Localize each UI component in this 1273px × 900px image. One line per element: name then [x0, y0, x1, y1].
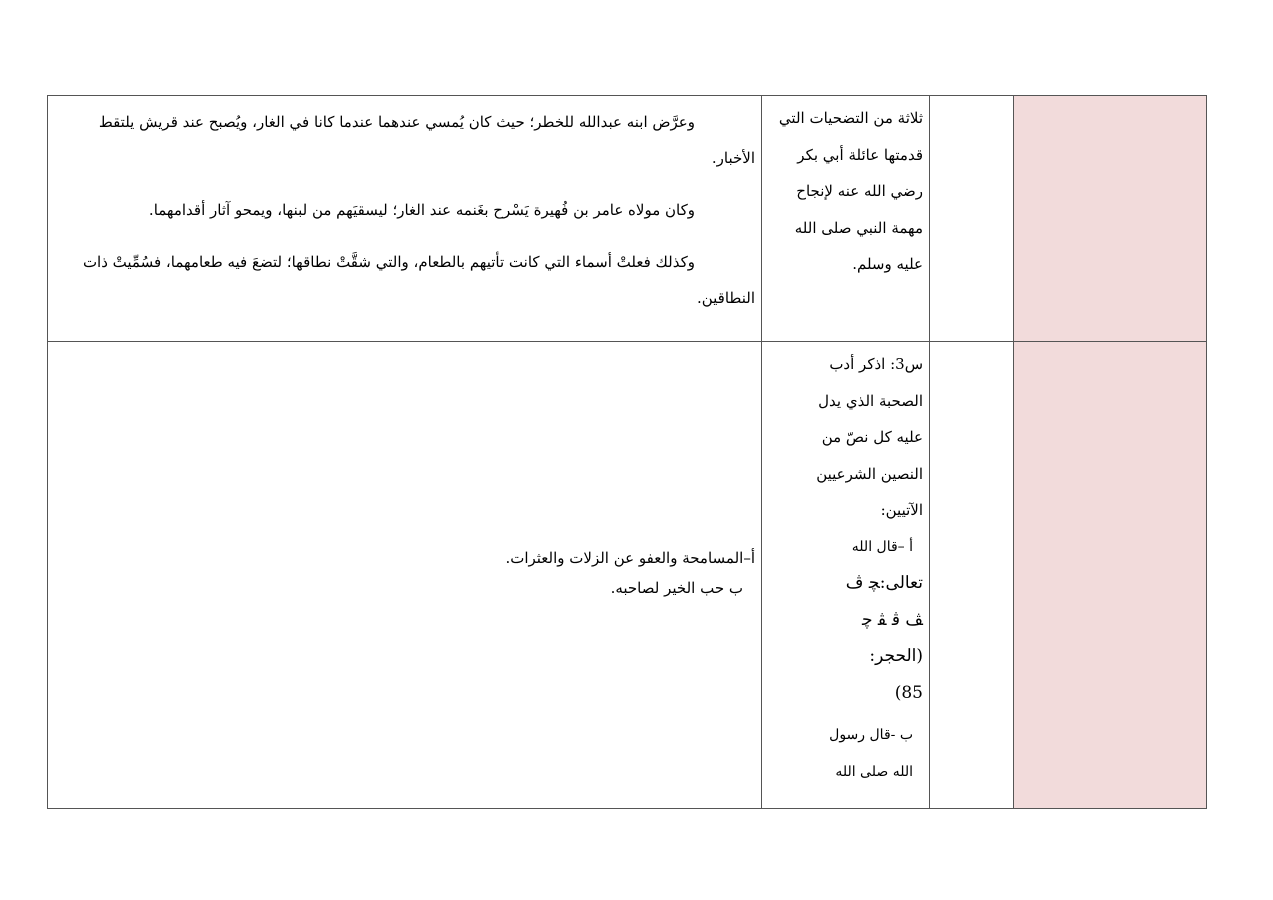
question-text-line: وسلم. — [852, 255, 892, 273]
sub-question-b: ب -قال رسول — [829, 727, 913, 743]
answer-item-b: ب حب الخير لصاحبه. — [610, 579, 743, 597]
question-text-line: أبي بكر رضي الله — [797, 145, 923, 200]
answer-cell — [48, 342, 762, 809]
question-text-line: النبي صلى الله عليه — [794, 218, 923, 273]
worksheet-table — [47, 95, 1207, 809]
blank-cell — [930, 96, 1014, 342]
question-text-line: النصين الشرعيين — [816, 464, 923, 483]
sub-question-a: أ –قال الله — [851, 538, 913, 555]
question-cell — [762, 96, 930, 342]
question-cell — [762, 342, 930, 809]
question-text-line: س3: اذكر أدب — [829, 355, 923, 373]
shaded-cell — [1014, 342, 1207, 809]
blank-cell — [930, 342, 1014, 809]
answer-item-a: أ–المسامحة والعفو عن الزلات والعثرات. — [505, 549, 755, 567]
question-text-line: التي قدمتها عائلة — [778, 109, 923, 164]
sub-question-b: الله صلى الله — [835, 763, 913, 780]
question-text-line: ثلاثة من التضحيات — [809, 109, 923, 127]
answer-paragraph: وكذلك فعلتْ أسماء التي كانت تأتيهم بالطعام، والتي شقَّتْ نطاقها؛ لتضعَ فيه طعامهما، فسُمِّيتْ ذات النطاقين. — [82, 253, 755, 307]
question-text-line: الصحبة الذي يدل — [818, 391, 923, 410]
table-row — [48, 96, 1207, 342]
quran-verse-line: ﭫ ﭬ ﭭ ﭼ — [861, 609, 923, 630]
answer-cell — [48, 96, 762, 342]
question-text-line: عنه لإنجاح مهمة — [796, 182, 923, 237]
quran-verse-line: تعالى:ﭽ ﭪ — [845, 573, 923, 593]
shaded-cell — [1014, 96, 1207, 342]
question-text-line: الآتيين: — [880, 501, 923, 519]
answer-paragraph: وعرَّض ابنه عبدالله للخطر؛ حيث كان يُمسي عندهما عندما كانا في الغار، ويُصبح عند قريش يلتقط الأخبار. — [98, 113, 755, 167]
answer-paragraph: وكان مولاه عامر بن فُهيرة يَسْرح بغَنمه عند الغار؛ ليسقيَهم من لبنها، ويمحو آثار أقدامهما. — [148, 201, 695, 219]
question-text-line: عليه كل نصّ من — [821, 428, 923, 446]
table-row — [48, 342, 1207, 809]
verse-citation: (الحجر: — [869, 646, 923, 666]
answer-text-block — [48, 96, 761, 316]
answer-list — [475, 543, 755, 603]
worksheet-table-wrapper — [47, 95, 1207, 808]
verse-citation: 85) — [894, 682, 923, 703]
answer-text-block — [48, 342, 761, 808]
